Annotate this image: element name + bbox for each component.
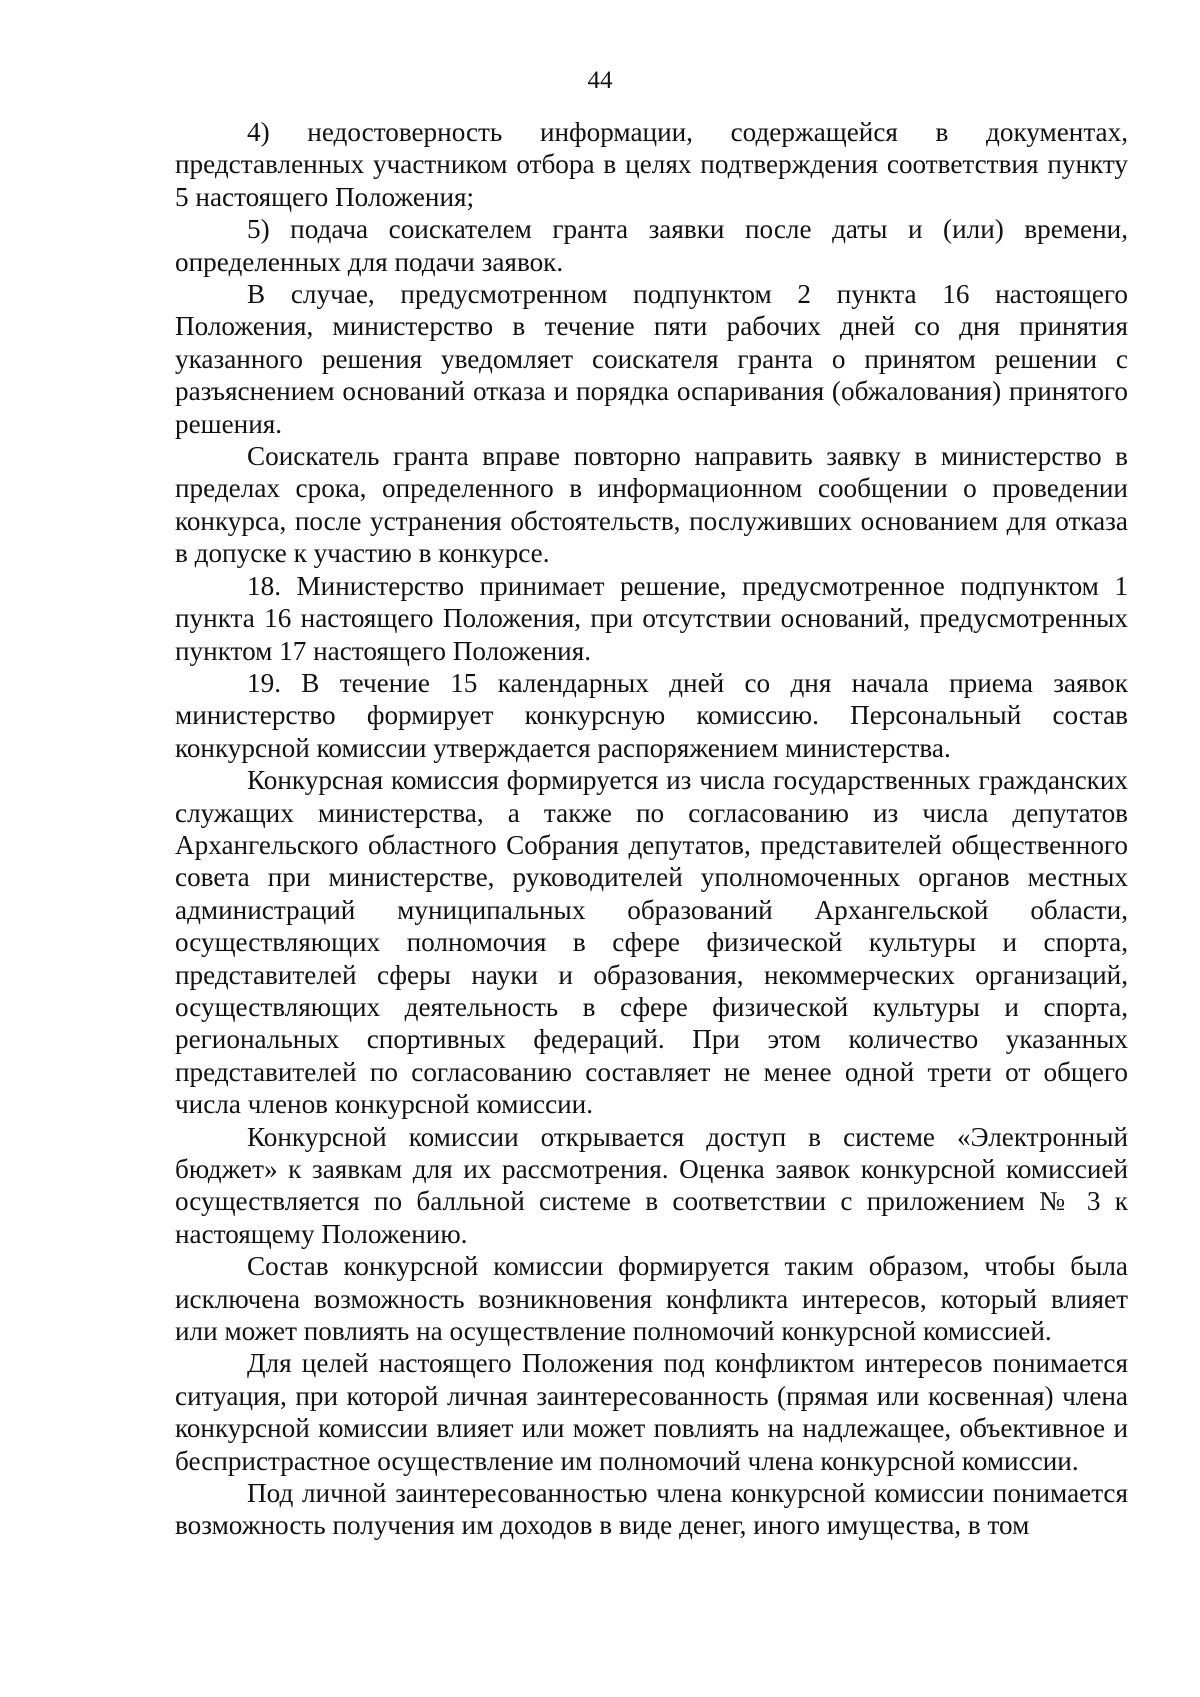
paragraph-resubmission: Соискатель гранта вправе повторно направить заявку в министерство в пределах срока, определенного в информационном сообщении о проведении конкурса, после устранения обстоятельств, послуживших основанием для отказа в допуске к участию в конкурсе. <box>175 441 1128 569</box>
paragraph-clause-18: 18. Министерство принимает решение, предусмотренное подпунктом 1 пункта 16 настоящего Положения, при отсутствии оснований, предусмотренных пунктом 17 настоящего Положения. <box>175 570 1128 666</box>
paragraph-conflict-exclusion: Состав конкурсной комиссии формируется таким образом, чтобы была исключена возможность возникновения конфликта интересов, который влияет или может повлиять на осуществление полномочий конкурсной комиссией. <box>175 1251 1128 1347</box>
paragraph-item-4: 4) недостоверность информации, содержащейся в документах, представленных участником отбора в целях подтверждения соответствия пункту 5 настоящего Положения; <box>175 117 1128 212</box>
paragraph-electronic-budget-access: Конкурсной комиссии открывается доступ в системе «Электронный бюджет» к заявкам для их рассмотрения. Оценка заявок конкурсной комиссией осуществляется по балльной системе в соответствии с приложением № 3 к настоящему Положению. <box>175 1121 1128 1249</box>
document-body <box>175 116 1128 1542</box>
page-number: 44 <box>587 67 613 94</box>
paragraph-personal-interest: Под личной заинтересованностью члена конкурсной комиссии понимается возможность получения им доходов в виде денег, иного имущества, в том <box>175 1478 1128 1541</box>
paragraph-item-5: 5) подача соискателем гранта заявки после даты и (или) времени, определенных для подачи заявок. <box>175 214 1128 277</box>
paragraph-refusal-notice: В случае, предусмотренном подпунктом 2 пункта 16 настоящего Положения, министерство в течение пяти рабочих дней со дня принятия указанного решения уведомляет соискателя гранта о принятом решении с разъяснением оснований отказа и порядка оспаривания (обжалования) принятого решения. <box>175 279 1128 439</box>
paragraph-clause-19: 19. В течение 15 календарных дней со дня начала приема заявок министерство формирует конкурсную комиссию. Персональный состав конкурсной комиссии утверждается распоряжением министерства. <box>175 667 1128 763</box>
paragraph-conflict-definition: Для целей настоящего Положения под конфликтом интересов понимается ситуация, при которой личная заинтересованность (прямая или косвенная) члена конкурсной комиссии влияет или может повлиять на надлежащее, объективное и беспристрастное осуществление им полномочий члена конкурсной комиссии. <box>175 1348 1128 1476</box>
paragraph-commission-composition: Конкурсная комиссия формируется из числа государственных гражданских служащих министерства, а также по согласованию из числа депутатов Архангельского областного Собрания депутатов, представителей общественного совета при министерстве, руководителей уполномоченных органов местных администраций муниципальных образований Архангельской области, осуществляющих полномочия в сфере физической культуры и спорта, представителей сферы науки и образования, некоммерческих организаций, осуществляющих деятельность в сфере физической культуры и спорта, региональных спортивных федераций. При этом количество указанных представителей по согласованию составляет не менее одной трети от общего числа членов конкурсной комиссии. <box>175 765 1128 1120</box>
